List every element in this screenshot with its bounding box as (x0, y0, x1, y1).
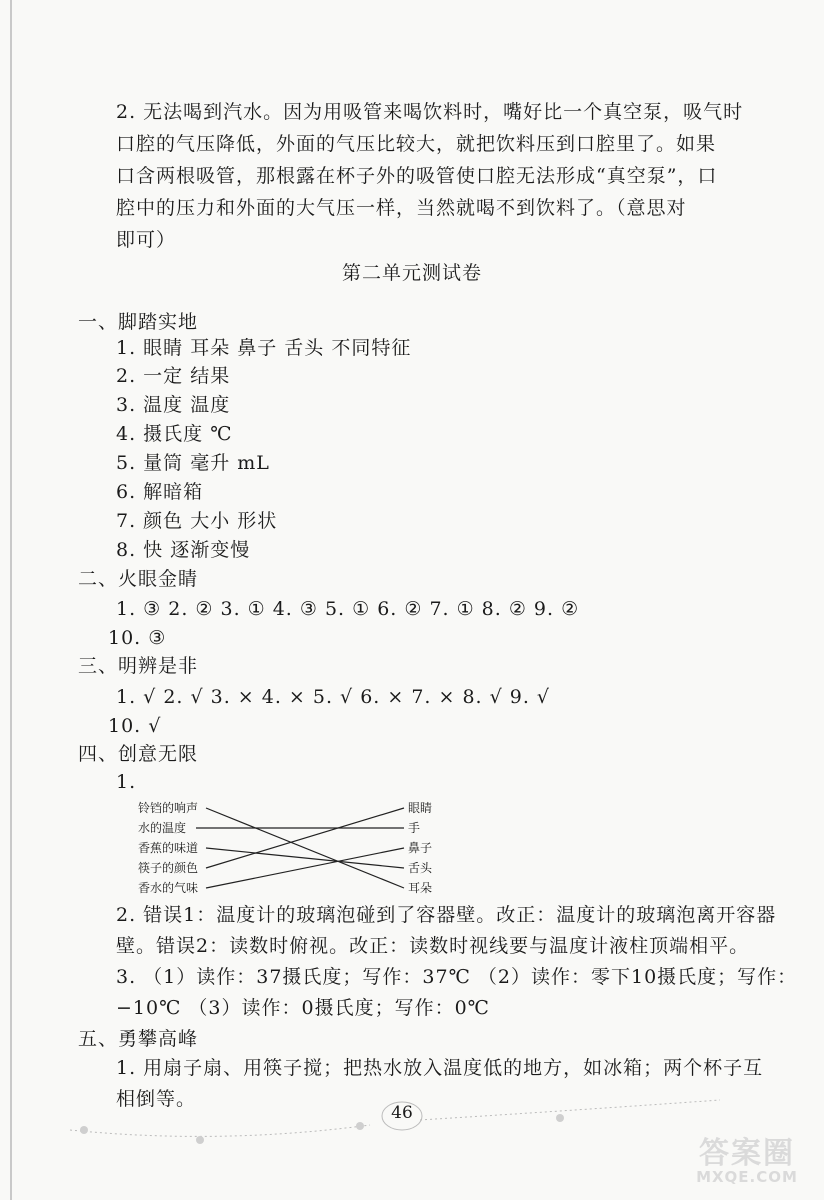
section5-q1-line-2: 相倒等。 (116, 1088, 197, 1110)
watermark (682, 1128, 812, 1186)
match-left-3: 香蕉的味道 (138, 841, 199, 855)
scan-edge-line (10, 0, 12, 1200)
answer2-line-4: 腔中的压力和外面的大气压一样，当然就喝不到饮料了。（意思对 (116, 197, 687, 219)
matching-lines (132, 794, 412, 904)
match-left-1: 铃铛的响声 (138, 801, 199, 815)
section1-item-7: 7. 颜色 大小 形状 (116, 510, 278, 532)
section1-item-8: 8. 快 逐渐变慢 (116, 539, 251, 561)
section1-item-2: 2. 一定 结果 (116, 365, 231, 387)
section4-q2-line-1: 2. 错误1：温度计的玻璃泡碰到了容器壁。改正：温度计的玻璃泡离开容器 (116, 904, 777, 926)
footer-dot-icon (356, 1122, 364, 1130)
section3-answers-line-1: 1. √ 2. √ 3. × 4. × 5. √ 6. × 7. × 8. √ 9. √ (116, 686, 551, 708)
match-left-2: 水的温度 (138, 821, 187, 835)
match-line-chopstick-eye (206, 808, 404, 868)
section1-item-5: 5. 量筒 毫升 mL (116, 452, 270, 474)
answer2-line-3: 口含两根吸管，那根露在杯子外的吸管使口腔无法形成“真空泵”，口 (116, 165, 718, 187)
match-right-5: 耳朵 (408, 881, 433, 895)
match-line-bell-ear (206, 808, 404, 888)
section4-heading: 四、创意无限 (78, 743, 199, 765)
section2-heading: 二、火眼金睛 (78, 568, 199, 590)
section3-answers-line-2: 10. √ (108, 715, 162, 737)
section1-item-3: 3. 温度 温度 (116, 394, 231, 416)
match-right-1: 眼睛 (408, 801, 433, 815)
section2-answers-line-1: 1. ③ 2. ② 3. ① 4. ③ 5. ① 6. ② 7. ① 8. ② 9. ② (116, 598, 580, 620)
section1-item-4: 4. 摄氏度 ℃ (116, 423, 233, 445)
section4-q3-line-2: −10℃ （3）读作：0摄氏度；写作：0℃ (116, 997, 490, 1019)
match-left-4: 筷子的颜色 (138, 861, 199, 875)
footer-dot-icon (556, 1114, 564, 1122)
section1-item-1: 1. 眼睛 耳朵 鼻子 舌头 不同特征 (116, 337, 412, 359)
watermark-logo: 答案圈 (699, 1136, 795, 1171)
section3-heading: 三、明辨是非 (78, 655, 199, 677)
footer-dot-icon (80, 1126, 88, 1134)
match-line-banana-tongue (206, 848, 404, 868)
match-line-perfume-nose (206, 848, 404, 888)
section4-q2-line-2: 壁。错误2：读数时俯视。改正：读数时视线要与温度计液柱顶端相平。 (116, 935, 750, 957)
match-right-2: 手 (408, 821, 421, 835)
section4-q3-line-1: 3. （1）读作：37摄氏度；写作：37℃ （2）读作：零下10摄氏度；写作： (116, 966, 798, 988)
section1-item-6: 6. 解暗箱 (116, 481, 204, 503)
answer2-line-1: 2. 无法喝到汽水。因为用吸管来喝饮料时，嘴好比一个真空泵，吸气时 (116, 101, 744, 123)
page-title: 第二单元测试卷 (341, 262, 482, 284)
section2-answers-line-2: 10. ③ (108, 627, 167, 649)
answer2-line-5: 即可） (116, 229, 177, 251)
section1-heading: 一、脚踏实地 (78, 311, 199, 333)
footer-dot-icon (196, 1136, 204, 1144)
match-right-3: 鼻子 (408, 841, 433, 855)
page-number: 46 (391, 1103, 413, 1123)
watermark-url: MXQE.COM (696, 1168, 798, 1186)
section4-q1-label: 1. (116, 771, 137, 793)
match-right-4: 舌头 (408, 861, 433, 875)
section5-heading: 五、勇攀高峰 (78, 1028, 199, 1050)
section5-q1-line-1: 1. 用扇子扇、用筷子搅；把热水放入温度低的地方，如冰箱；两个杯子互 (116, 1057, 764, 1079)
answer2-line-2: 口腔的气压降低，外面的气压比较大，就把饮料压到口腔里了。如果 (116, 133, 717, 155)
match-left-5: 香水的气味 (138, 881, 199, 895)
